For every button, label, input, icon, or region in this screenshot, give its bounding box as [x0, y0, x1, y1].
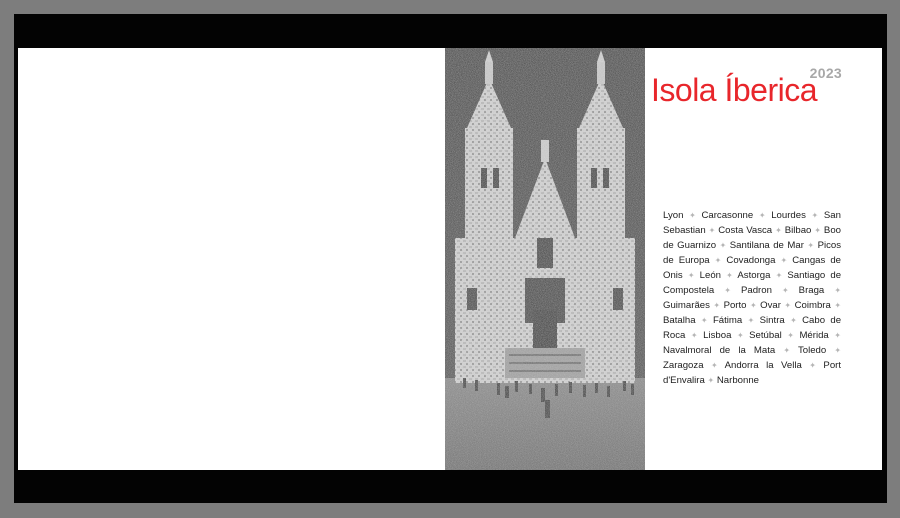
- separator-icon: ✦: [707, 376, 715, 385]
- separator-icon: ✦: [834, 331, 841, 340]
- place-name: Braga: [798, 285, 825, 296]
- place-name: Picos de Europa: [663, 240, 842, 266]
- place-name: Toledo: [797, 345, 827, 356]
- separator-icon: ✦: [834, 301, 842, 310]
- separator-icon: ✦: [781, 286, 789, 295]
- cathedral-photo: [445, 48, 645, 470]
- place-name: Batalha: [663, 315, 696, 326]
- place-name: Sintra: [759, 315, 785, 326]
- place-name: Navalmoral de la Mata: [663, 345, 776, 356]
- separator-icon: ✦: [790, 316, 797, 325]
- itinerary-list: [663, 208, 841, 388]
- left-page-blank: [18, 48, 445, 470]
- separator-icon: ✦: [700, 316, 708, 325]
- separator-icon: ✦: [713, 301, 721, 310]
- place-name: León: [699, 270, 721, 281]
- separator-icon: ✦: [687, 271, 695, 280]
- separator-icon: ✦: [814, 226, 821, 235]
- place-name: Bilbao: [784, 225, 812, 236]
- place-name: Port d'Envalira: [663, 360, 842, 386]
- separator-icon: ✦: [710, 361, 718, 370]
- place-name: Lisboa: [703, 330, 732, 341]
- place-name: Padron: [740, 285, 772, 296]
- separator-icon: ✦: [780, 256, 788, 265]
- place-name: Porto: [723, 300, 747, 311]
- book-year: 2023: [809, 65, 842, 81]
- place-name: Costa Vasca: [718, 225, 773, 236]
- separator-icon: ✦: [689, 211, 696, 220]
- separator-icon: ✦: [690, 331, 698, 340]
- separator-icon: ✦: [719, 241, 727, 250]
- separator-icon: ✦: [834, 346, 842, 355]
- book-spread: [18, 48, 882, 470]
- separator-icon: ✦: [787, 331, 794, 340]
- place-name: Guimarães: [663, 300, 710, 311]
- place-name: Boo de Guarnizo: [663, 225, 841, 251]
- place-name: Covadonga: [726, 255, 776, 266]
- separator-icon: ✦: [809, 361, 816, 370]
- place-name: Astorga: [737, 270, 771, 281]
- separator-icon: ✦: [784, 301, 792, 310]
- separator-icon: ✦: [834, 286, 842, 295]
- separator-icon: ✦: [783, 346, 791, 355]
- place-name: San Sebastian: [663, 210, 841, 236]
- place-name: Cangas de Onis: [663, 255, 842, 281]
- separator-icon: ✦: [726, 271, 733, 280]
- place-name: Lourdes: [771, 210, 806, 221]
- place-name: Lyon: [663, 210, 684, 221]
- place-name: Mérida: [799, 330, 829, 341]
- separator-icon: ✦: [775, 271, 783, 280]
- separator-icon: ✦: [807, 241, 815, 250]
- separator-icon: ✦: [708, 226, 716, 235]
- book-title: Isola Íberica: [651, 72, 818, 108]
- place-name: Santiago de Compostela: [663, 270, 842, 296]
- separator-icon: ✦: [758, 211, 766, 220]
- place-name: Setúbal: [749, 330, 782, 341]
- place-name: Ovar: [760, 300, 781, 311]
- place-name: Santilana de Mar: [729, 240, 804, 251]
- separator-icon: ✦: [724, 286, 731, 295]
- separator-icon: ✦: [714, 256, 722, 265]
- cathedral-illustration: [445, 48, 645, 470]
- place-name: Andorra la Vella: [724, 360, 802, 371]
- separator-icon: ✦: [749, 301, 757, 310]
- separator-icon: ✦: [811, 211, 819, 220]
- place-name: Narbonne: [716, 375, 760, 386]
- place-name: Cabo de Roca: [663, 315, 842, 341]
- place-name: Zaragoza: [663, 360, 704, 371]
- separator-icon: ✦: [775, 226, 782, 235]
- place-name: Coimbra: [794, 300, 831, 311]
- title-page: [645, 48, 882, 470]
- place-name: Fátima: [712, 315, 743, 326]
- place-name: Carcasonne: [701, 210, 754, 221]
- separator-icon: ✦: [747, 316, 755, 325]
- separator-icon: ✦: [736, 331, 744, 340]
